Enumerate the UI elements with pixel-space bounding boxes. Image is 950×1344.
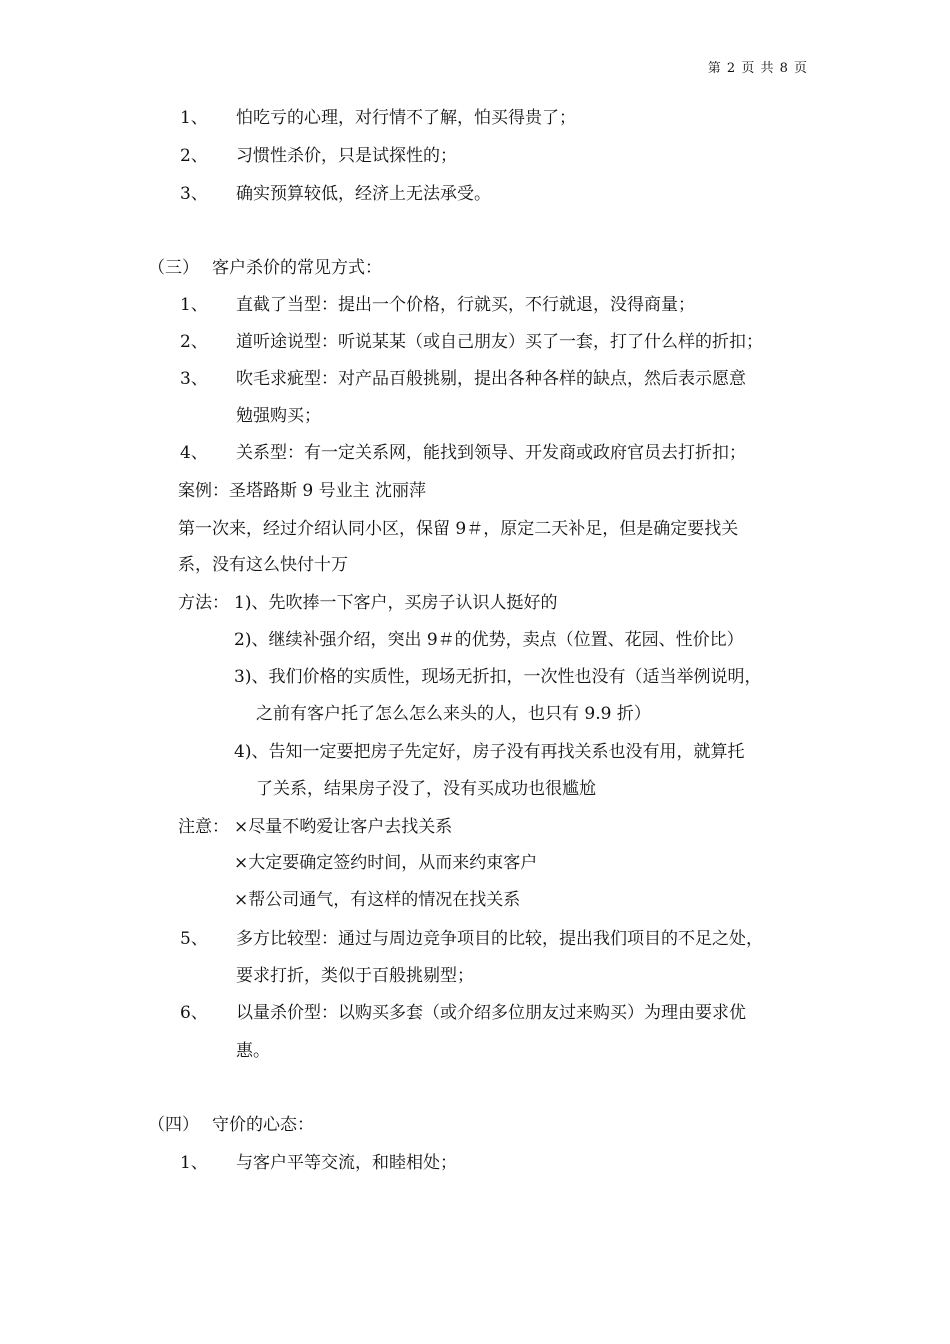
method-item-continued: 了关系，结果房子没了，没有买成功也很尴尬: [256, 779, 596, 799]
list-item-text: 怕吃亏的心理，对行情不了解，怕买得贵了；: [236, 108, 576, 128]
case-body-line: 系，没有这么快付十万: [178, 555, 348, 575]
note-item: ×帮公司通气，有这样的情况在找关系: [234, 890, 521, 910]
list-number: 4、: [180, 443, 208, 463]
list-item-text: 吹毛求疵型：对产品百般挑剔，提出各种各样的缺点，然后表示愿意: [236, 369, 746, 389]
list-item-text: 多方比较型：通过与周边竞争项目的比较，提出我们项目的不足之处，: [236, 929, 763, 949]
list-item-text: 确实预算较低，经济上无法承受。: [236, 184, 491, 204]
list-number: 1、: [180, 295, 208, 315]
method-item: 1)、先吹捧一下客户，买房子认识人挺好的: [234, 593, 558, 613]
list-item-text-continued: 勉强购买；: [236, 406, 321, 426]
list-item-text-continued: 要求打折，类似于百般挑剔型；: [236, 966, 474, 986]
section-heading: 客户杀价的常见方式：: [212, 258, 382, 278]
note-item: ×尽量不哟爱让客户去找关系: [234, 817, 453, 837]
list-number: 2、: [180, 146, 208, 166]
note-label: 注意：: [178, 817, 229, 837]
method-item: 2)、继续补强介绍，突出 9＃的优势，卖点（位置、花园、性价比）: [234, 630, 744, 650]
list-item-text: 关系型：有一定关系网，能找到领导、开发商或政府官员去打折扣；: [236, 443, 746, 463]
list-number: 5、: [180, 929, 208, 949]
list-number: 1、: [180, 108, 208, 128]
page-indicator: 第 2 页 共 8 页: [707, 61, 808, 76]
list-number: 3、: [180, 184, 208, 204]
note-item: ×大定要确定签约时间，从而来约束客户: [234, 853, 538, 873]
list-item-text: 习惯性杀价，只是试探性的；: [236, 146, 457, 166]
list-number: 6、: [180, 1003, 208, 1023]
list-item-text: 以量杀价型：以购买多套（或介绍多位朋友过来购买）为理由要求优: [236, 1003, 746, 1023]
case-body-line: 第一次来，经过介绍认同小区，保留 9＃，原定二天补足，但是确定要找关: [178, 519, 739, 539]
section-heading-number: （四）: [148, 1115, 199, 1135]
list-item-text: 与客户平等交流，和睦相处；: [236, 1153, 457, 1173]
section-heading: 守价的心态：: [212, 1115, 314, 1135]
list-number: 1、: [180, 1153, 208, 1173]
list-item-text-continued: 惠。: [236, 1041, 270, 1061]
list-item-text: 道听途说型：听说某某（或自己朋友）买了一套，打了什么样的折扣；: [236, 332, 763, 352]
method-label: 方法：: [178, 593, 229, 613]
list-item-text: 直截了当型：提出一个价格，行就买，不行就退，没得商量；: [236, 295, 695, 315]
section-heading-number: （三）: [148, 258, 199, 278]
case-title: 案例：圣塔路斯 9 号业主 沈丽萍: [178, 481, 427, 501]
list-number: 2、: [180, 332, 208, 352]
method-item: 4)、告知一定要把房子先定好，房子没有再找关系也没有用，就算托: [234, 742, 745, 762]
method-item-continued: 之前有客户托了怎么怎么来头的人，也只有 9.9 折）: [256, 704, 651, 724]
list-number: 3、: [180, 369, 208, 389]
method-item: 3)、我们价格的实质性，现场无折扣，一次性也没有（适当举例说明，: [234, 667, 762, 687]
